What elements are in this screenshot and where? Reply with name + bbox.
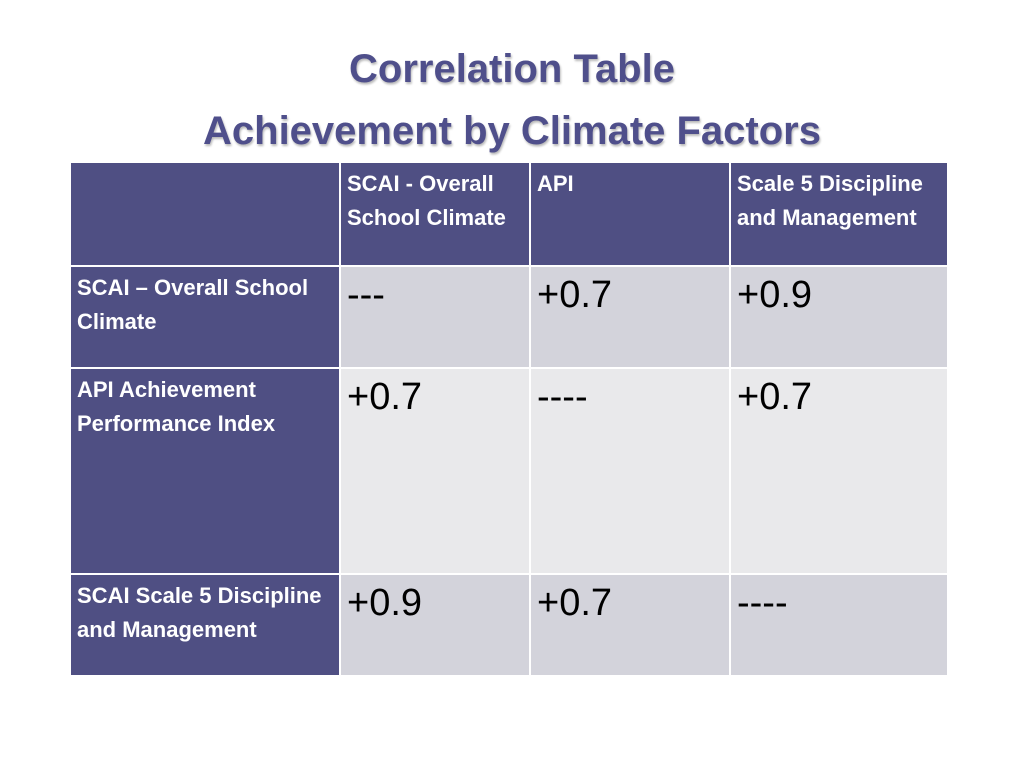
column-header: SCAI - Overall School Climate — [340, 162, 530, 266]
table-row — [70, 368, 948, 574]
table-row — [70, 574, 948, 676]
table-cell: +0.7 — [340, 368, 530, 574]
column-header: Scale 5 Discipline and Management — [730, 162, 948, 266]
column-header: API — [530, 162, 730, 266]
table-cell: +0.9 — [340, 574, 530, 676]
slide-title — [0, 38, 1024, 162]
table-cell: +0.7 — [530, 266, 730, 368]
table-cell: ---- — [530, 368, 730, 574]
title-line-2: Achievement by Climate Factors — [203, 109, 821, 153]
title-line-1: Correlation Table — [349, 47, 675, 91]
table-cell: ---- — [730, 574, 948, 676]
table-cell: +0.7 — [730, 368, 948, 574]
row-header: API Achievement Performance Index — [70, 368, 340, 574]
table-cell: --- — [340, 266, 530, 368]
table-cell: +0.9 — [730, 266, 948, 368]
corner-cell — [70, 162, 340, 266]
header-row — [70, 162, 948, 266]
table-row — [70, 266, 948, 368]
row-header: SCAI – Overall School Climate — [70, 266, 340, 368]
table-cell: +0.7 — [530, 574, 730, 676]
row-header: SCAI Scale 5 Discipline and Management — [70, 574, 340, 676]
correlation-table — [69, 161, 949, 677]
